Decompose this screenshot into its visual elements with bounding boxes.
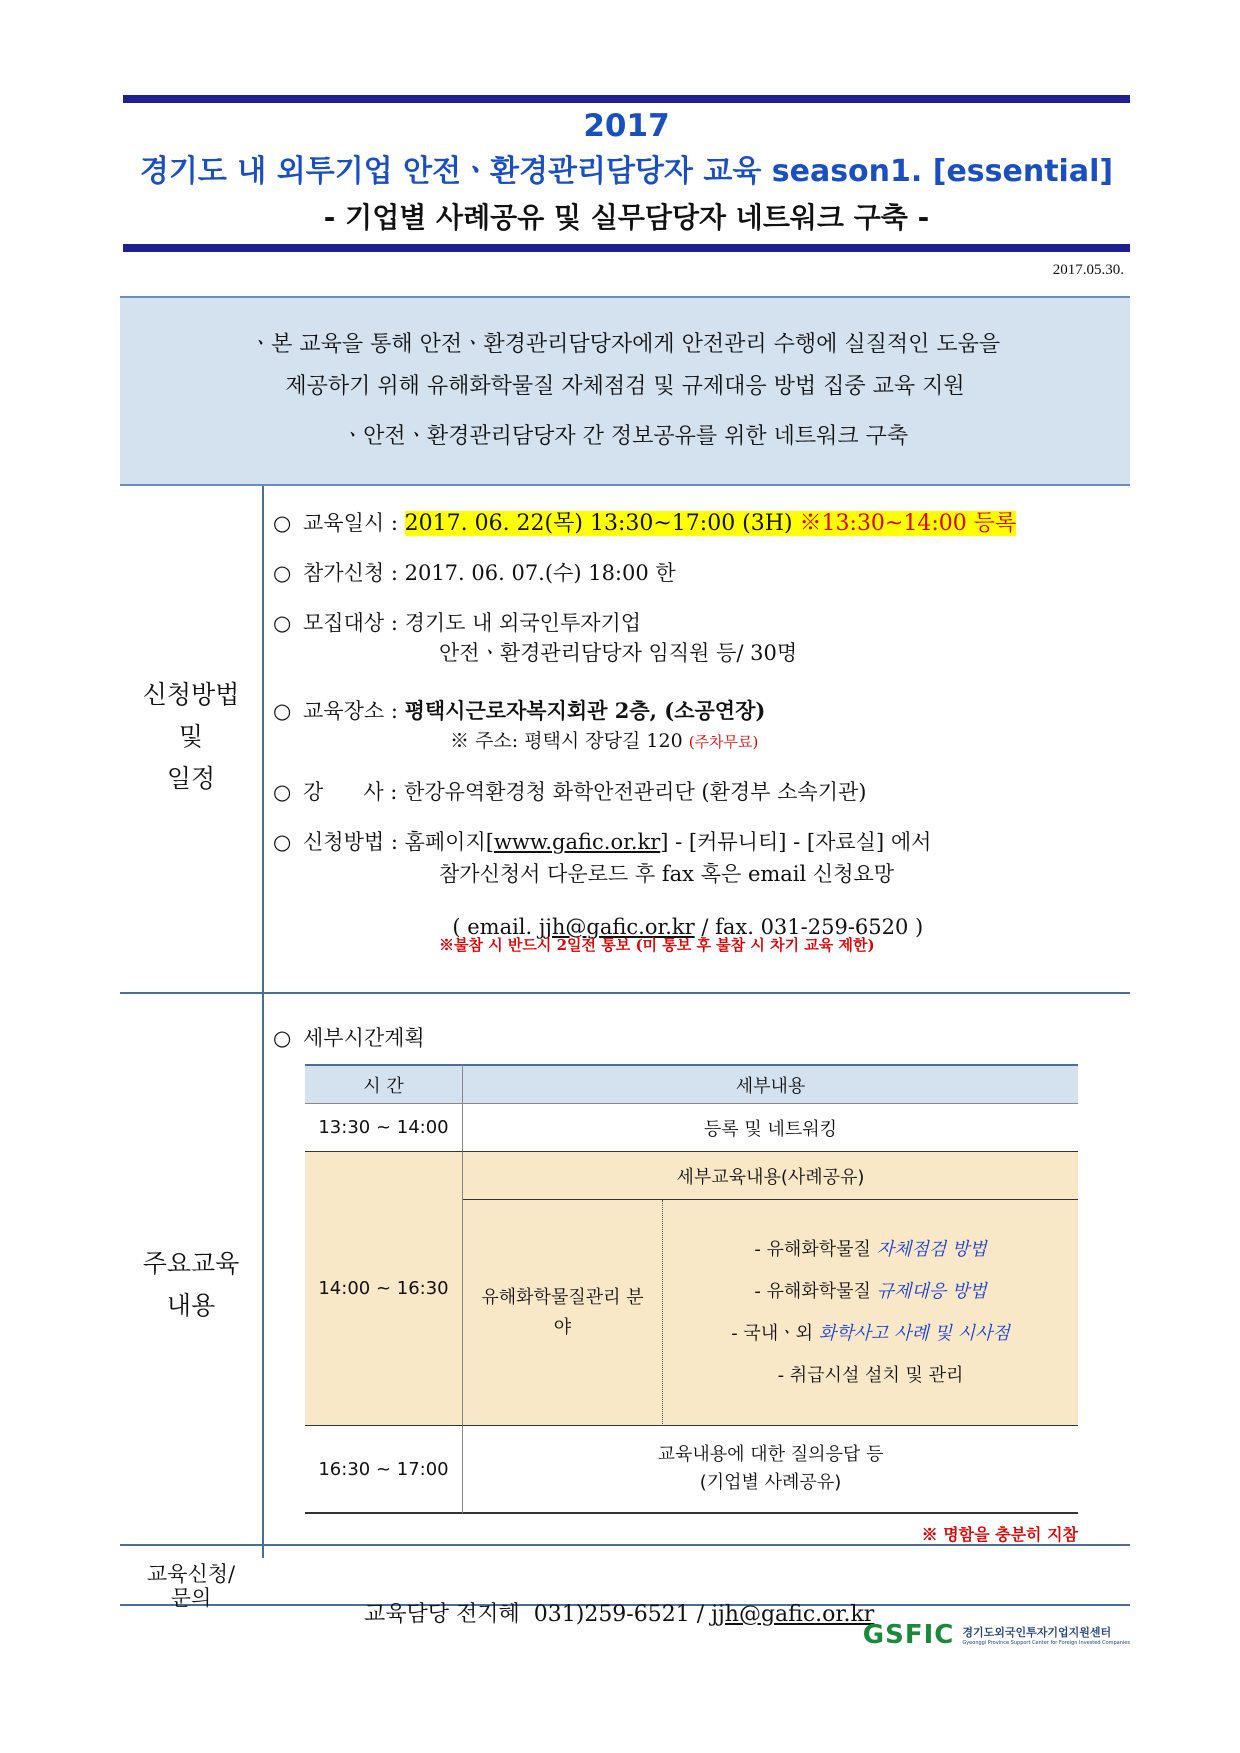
table-cell-time: 14:00 ~ 16:30 bbox=[305, 1152, 463, 1426]
item-value: 한강유역환경청 화학안전관리단 (환경부 소속기관) bbox=[404, 780, 867, 804]
contact-text: 교육담당 전지혜 031)259-6521 / bbox=[364, 1602, 712, 1627]
title-subtitle: - 기업별 사례공유 및 실무담당자 네트워크 구축 - bbox=[323, 201, 930, 234]
item-value: 경기도 내 외국인투자기업 bbox=[404, 611, 642, 635]
row-divider-1 bbox=[120, 992, 1130, 994]
item-value: 2017. 06. 07.(수) 18:00 한 bbox=[404, 561, 676, 585]
document-date: 2017.05.30. bbox=[1052, 262, 1124, 278]
logo-mark: GSFIC bbox=[862, 1620, 955, 1650]
circle-bullet: ○ bbox=[273, 699, 292, 723]
item-contact-line bbox=[439, 891, 923, 939]
circle-bullet: ○ bbox=[273, 780, 292, 804]
highlighted-date bbox=[405, 511, 1017, 536]
registration-time: ※13:30~14:00 등록 bbox=[799, 511, 1017, 536]
parking-note: (주차무료) bbox=[688, 733, 759, 751]
item-value: ] - [커뮤니티] - [자료실] 에서 bbox=[660, 830, 932, 854]
item-label: 교육장소 : bbox=[303, 699, 398, 723]
column-divider bbox=[262, 486, 264, 1558]
circle-bullet: ○ bbox=[273, 1026, 292, 1050]
topic-item bbox=[754, 1229, 986, 1271]
label-line: 교육신청/ bbox=[146, 1562, 236, 1586]
heading-text: 세부시간계획 bbox=[303, 1026, 425, 1050]
gsfic-logo bbox=[863, 1620, 1130, 1650]
item-place bbox=[273, 695, 765, 725]
inquiry-contact bbox=[350, 1572, 874, 1628]
intro-box bbox=[120, 296, 1130, 486]
address-text: ※ 주소: 평택시 장당길 120 bbox=[450, 730, 689, 752]
label-line: 내용 bbox=[166, 1291, 216, 1320]
topic-prefix: - 국내ㆍ외 bbox=[731, 1322, 819, 1344]
item-apply-method bbox=[273, 826, 931, 856]
circle-bullet: ○ bbox=[273, 611, 292, 635]
intro-line-2: 제공하기 위해 유해화학물질 자체점검 및 규제대응 방법 집중 교육 지원 bbox=[285, 374, 965, 399]
table-header-content: 세부내용 bbox=[463, 1064, 1078, 1104]
item-target bbox=[273, 607, 641, 637]
absence-notice: ※불참 시 반드시 2일전 통보 (미 통보 후 불참 시 차기 교육 제한) bbox=[439, 936, 875, 954]
logo-text bbox=[962, 1624, 1130, 1646]
item-label: 모집대상 : bbox=[303, 611, 398, 635]
topic-emphasis: 자체점검 방법 bbox=[876, 1238, 987, 1260]
schedule-heading bbox=[273, 1022, 425, 1052]
title-main: 경기도 내 외투기업 안전ㆍ환경관리담당자 교육 season1. [essential] bbox=[139, 154, 1114, 189]
item-apply-deadline bbox=[273, 557, 676, 587]
circle-bullet: ○ bbox=[273, 561, 292, 585]
topic-item bbox=[778, 1355, 964, 1397]
document-title bbox=[123, 103, 1130, 241]
table-header-time: 시 간 bbox=[305, 1064, 463, 1104]
topic-prefix: - 취급시설 설치 및 관리 bbox=[777, 1364, 964, 1386]
table-subheader: 세부교육내용(사례공유) bbox=[463, 1152, 1078, 1200]
table-cell-time: 16:30 ~ 17:00 bbox=[305, 1426, 463, 1514]
topic-item bbox=[754, 1271, 986, 1313]
bottom-rule bbox=[123, 244, 1130, 252]
intro-line-3: ㆍ안전ㆍ환경관리담당자 간 정보공유를 위한 네트워크 구축 bbox=[341, 424, 909, 449]
item-label: 참가신청 : bbox=[303, 561, 398, 585]
table-cell-time: 13:30 ~ 14:00 bbox=[305, 1104, 463, 1152]
item-value: 평택시근로자복지회관 2층, (소공연장) bbox=[404, 698, 766, 723]
item-edu-date bbox=[273, 506, 1016, 537]
org-name: 경기도외국인투자기업지원센터 bbox=[962, 1626, 1112, 1639]
label-line: 신청방법 bbox=[142, 680, 240, 709]
email-link[interactable]: jjh@gafic.or.kr bbox=[538, 915, 695, 939]
topic-item bbox=[731, 1313, 1010, 1355]
email-link[interactable]: jjh@gafic.or.kr bbox=[711, 1602, 875, 1627]
label-line: 일정 bbox=[166, 764, 216, 793]
business-card-note: ※ 명함을 충분히 지참 bbox=[921, 1525, 1078, 1544]
item-label: 신청방법 : bbox=[303, 830, 398, 854]
circle-bullet: ○ bbox=[273, 511, 292, 535]
item-method-line2: 참가신청서 다운로드 후 fax 혹은 email 신청요망 bbox=[439, 862, 895, 886]
contact-text: ( email. bbox=[452, 915, 539, 939]
label-line: 문의 bbox=[170, 1586, 212, 1610]
table-cell-topics bbox=[663, 1200, 1078, 1426]
section-label-inquiry bbox=[120, 1562, 262, 1610]
section-label-contents bbox=[120, 1243, 262, 1327]
item-label: 교육일시 : bbox=[303, 511, 398, 535]
table-cell-content bbox=[463, 1426, 1078, 1514]
table-cell-content: 등록 및 네트워킹 bbox=[463, 1104, 1078, 1152]
content-line: (기업별 사례공유) bbox=[699, 1472, 842, 1493]
topic-emphasis: 규제대응 방법 bbox=[876, 1280, 987, 1302]
top-rule bbox=[123, 95, 1130, 103]
homepage-link[interactable]: www.gafic.or.kr bbox=[493, 830, 661, 854]
item-target-line2: 안전ㆍ환경관리담당자 임직원 등/ 30명 bbox=[439, 641, 798, 665]
item-label: 강 사 : bbox=[303, 780, 398, 804]
topic-emphasis: 화학사고 사례 및 시사점 bbox=[818, 1322, 1010, 1344]
label-line: 및 bbox=[178, 722, 204, 751]
label-line: 주요교육 bbox=[142, 1249, 240, 1278]
title-year: 2017 bbox=[583, 108, 670, 144]
org-name-en: Gyeonggi Province Support Center for Foreign Invested Companies bbox=[962, 1640, 1130, 1646]
item-lecturer bbox=[273, 776, 866, 806]
intro-text bbox=[120, 324, 1130, 408]
topic-prefix: - 유해화학물질 bbox=[754, 1238, 877, 1260]
section-label-schedule bbox=[120, 674, 262, 800]
item-address bbox=[450, 726, 758, 753]
table-cell-field: 유해화학물질관리 분야 bbox=[463, 1200, 663, 1426]
item-value: 홈페이지[ bbox=[404, 830, 494, 854]
contact-text: / fax. 031-259-6520 ) bbox=[694, 915, 924, 939]
circle-bullet: ○ bbox=[273, 830, 292, 854]
topic-prefix: - 유해화학물질 bbox=[754, 1280, 877, 1302]
content-line: 교육내용에 대한 질의응답 등 bbox=[657, 1444, 884, 1465]
date-value: 2017. 06. 22(목) 13:30~17:00 (3H) bbox=[404, 511, 800, 536]
intro-line-1: ㆍ본 교육을 통해 안전ㆍ환경관리담당자에게 안전관리 수행에 실질적인 도움을 bbox=[249, 332, 1001, 357]
